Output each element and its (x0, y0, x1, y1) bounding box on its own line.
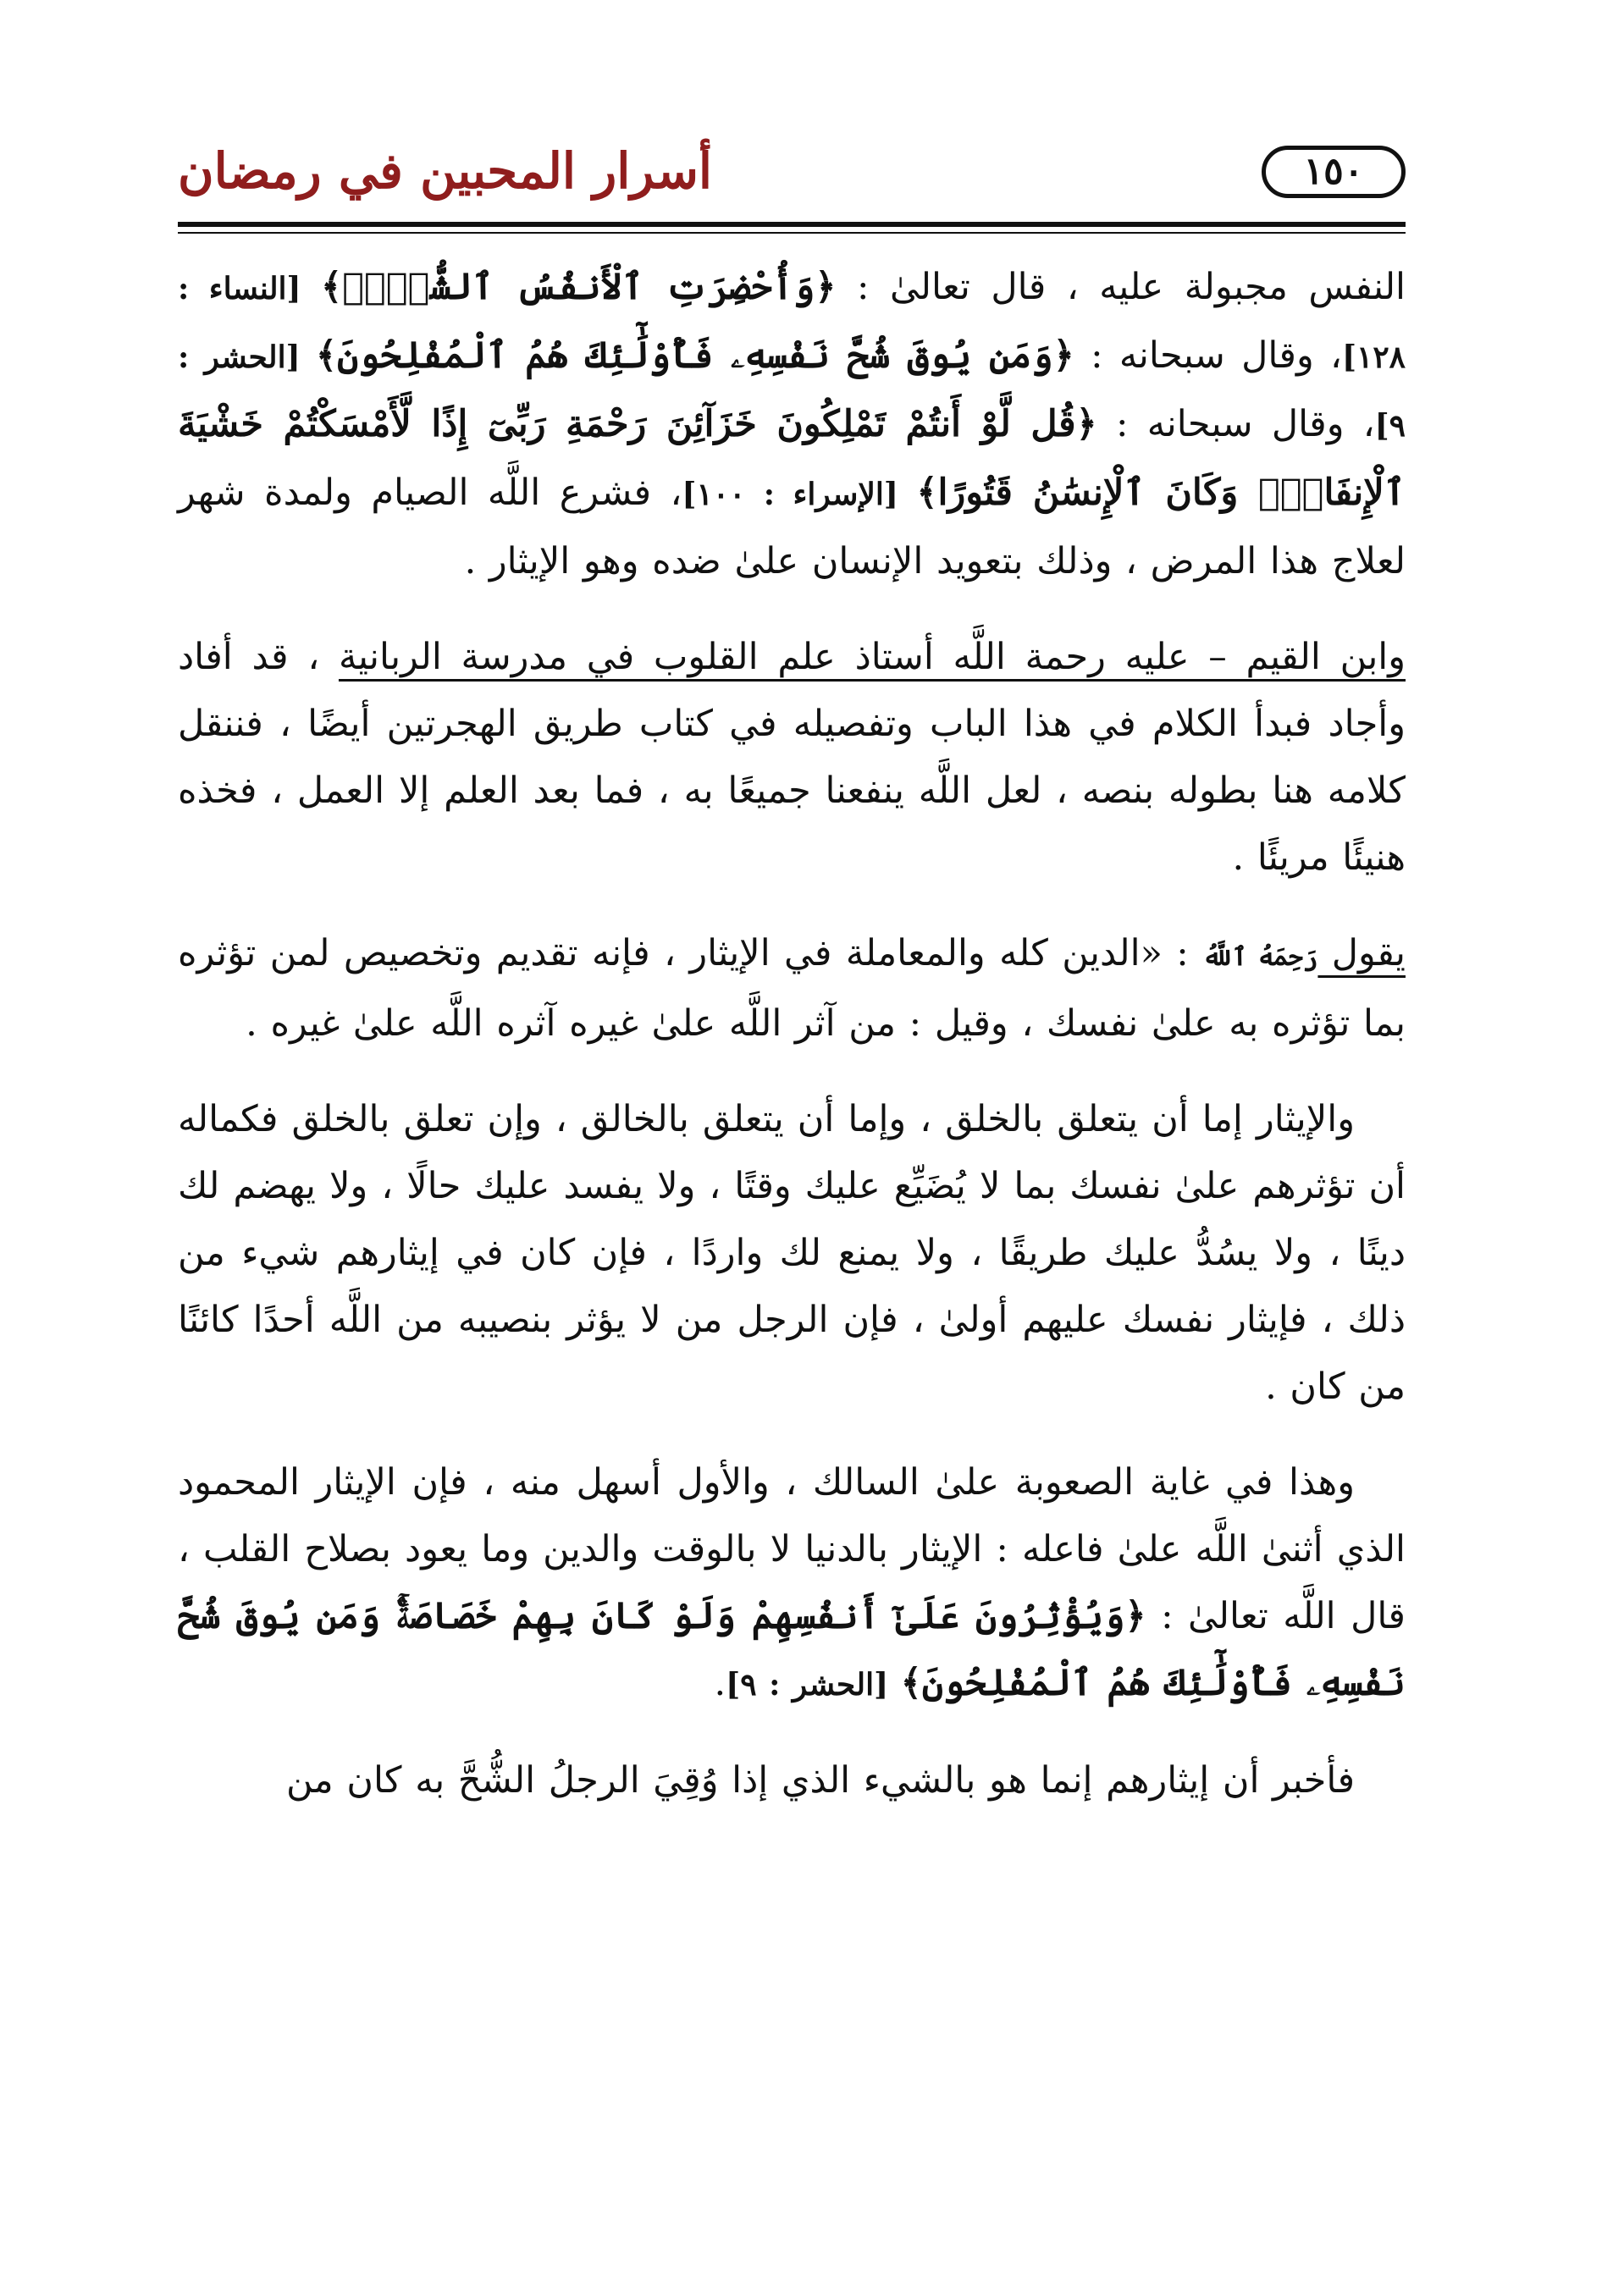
paragraph (178, 254, 1406, 595)
quran-verse: ﴿وَأُحْضِرَتِ ٱلْأَنفُسُ ٱلشُّحَّۚ﴾ (321, 266, 837, 308)
text-run: ، وقال سبحانه : (1096, 403, 1375, 445)
paragraph (178, 1086, 1406, 1421)
paragraph (178, 920, 1406, 1057)
lead-phrase: يقول (1317, 932, 1406, 974)
text-run: فأخبر أن إيثارهم إنما هو بالشيء الذي إذا وُقِيَ الرجلُ الشُّحَّ به كان من (285, 1759, 1355, 1802)
header-rule-thin (178, 232, 1406, 234)
quran-verse: ﴿وَمَن يُوقَ شُحَّ نَفْسِهِۦ فَأُوْلَٰٓئِكَ هُمُ ٱلْمُفْلِحُونَ﴾ (315, 334, 1074, 377)
text-run: وهذا في غاية الصعوبة علىٰ السالك ، والأول أسهل منه ، فإن الإيثار المحمود الذي أثنىٰ اللَّه علىٰ فاعله : الإيثار بالدنيا لا بالوقت والدين وما يعود بصلاح القلب ، قال اللَّه تعالىٰ : (178, 1461, 1406, 1637)
page-number: ١٥٠ (1262, 146, 1406, 198)
verse-reference: [الإسراء : ١٠٠] (682, 477, 917, 512)
header-rule (178, 222, 1406, 227)
text-run: ، قد أفاد وأجاد فبدأ الكلام في هذا الباب وتفصيله في كتاب طريق الهجرتين أيضًا ، فننقل كلامه هنا بطوله بنصه ، لعل اللَّه ينفعنا جميعًا به ، فما بعد العلم إلا العمل ، فخذه هنيئًا مريئًا . (178, 636, 1406, 879)
verse-reference: [النساء : ١٢٨] (178, 271, 1406, 375)
verse-reference: [الحشر : ٩] (726, 1667, 901, 1703)
verse-reference: [الحشر : ٩] (178, 339, 1406, 444)
honorific: رَحِمَهُ ٱللَّهُ (1202, 942, 1318, 972)
text-run: ، وقال سبحانه : (1074, 334, 1342, 377)
lead-phrase: وابن القيم – عليه رحمة اللَّه أستاذ علم القلوب في مدرسة الربانية (338, 636, 1406, 678)
text-run: ، فشرع اللَّه الصيام ولمدة شهر لعلاج هذا المرض ، وذلك بتعويد الإنسان علىٰ ضده وهو الإيثار . (178, 472, 1406, 582)
paragraph (178, 1449, 1406, 1719)
paragraph (178, 1747, 1406, 1814)
page-body (178, 254, 1406, 1843)
page-header (178, 127, 1406, 220)
text-run: : «الدين كله والمعاملة في الإيثار ، فإنه تقديم وتخصيص لمن تؤثره بما تؤثره به علىٰ نفسك ، وقيل : من آثر اللَّه علىٰ غيره آثره اللَّه علىٰ غيره . (178, 932, 1406, 1045)
text-run: النفس مجبولة عليه ، قال تعالىٰ : (836, 266, 1406, 308)
paragraph (178, 624, 1406, 891)
text-run: . (714, 1662, 726, 1704)
quran-verse: ﴿وَيُؤْثِرُونَ عَلَىٰٓ أَنفُسِهِمْ وَلَوْ كَانَ بِهِمْ خَصَاصَةٌۚ وَمَن يُوقَ شُحَّ نَفْسِهِۦ فَأُوْلَٰٓئِكَ هُمُ ٱلْمُفْلِحُونَ﴾ (178, 1595, 1406, 1704)
book-title: أسرار المحبين في رمضان (178, 142, 713, 200)
text-run: والإيثار إما أن يتعلق بالخلق ، وإما أن يتعلق بالخالق ، وإن تعلق بالخلق فكماله أن تؤثرهم علىٰ نفسك بما لا يُضَيِّع عليك وقتًا ، ولا يفسد عليك حالًا ، ولا يهضم لك دينًا ، ولا يسُدُّ عليك طريقًا ، ولا يمنع لك واردًا ، فإن كان في إيثارهم شيء من ذلك ، فإيثار نفسك عليهم أولىٰ ، فإن الرجل من لا يؤثر بنصيبه من اللَّه أحدًا كائنًا من كان . (178, 1098, 1406, 1408)
quran-verse: ﴿قُل لَّوْ أَنتُمْ تَمْلِكُونَ خَزَآئِنَ رَحْمَةِ رَبِّىٓ إِذًا لَّأَمْسَكْتُمْ خَشْيَةَ ٱلْإِنفَاقِۚ وَكَانَ ٱلْإِنسَٰنُ قَتُورًا﴾ (178, 403, 1406, 514)
